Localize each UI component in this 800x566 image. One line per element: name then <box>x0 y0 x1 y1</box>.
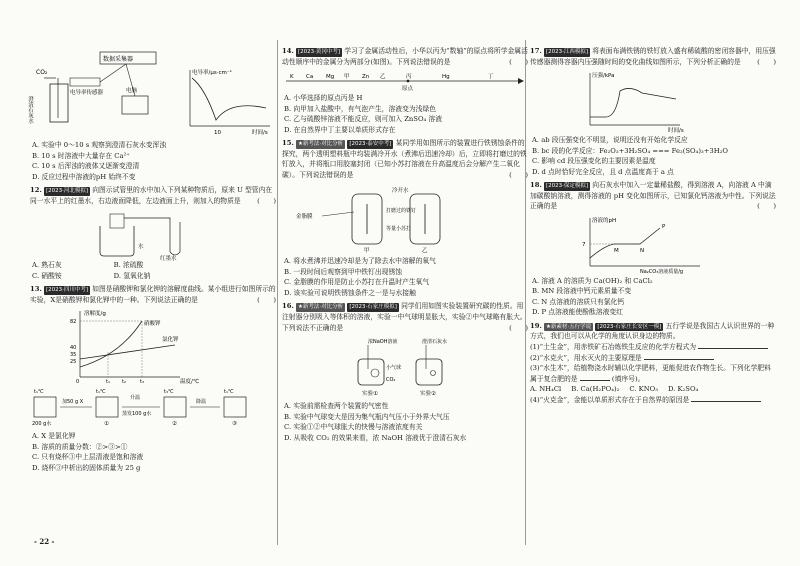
beaker-number: ① <box>104 421 109 428</box>
lab-apparatus-diagram <box>27 48 276 138</box>
option-d[interactable]: D. 该实验可说明铁锈蚀条件之一是与水接触 <box>284 288 416 297</box>
ph-curve <box>590 228 660 258</box>
feature-tag: ★新考法·对比分析 <box>298 304 344 311</box>
baking-soda-label: 等量小苏打 <box>386 226 412 233</box>
axis-origin: 原点 <box>402 86 414 93</box>
test-tube <box>110 214 124 228</box>
question-stem: 向图示试管里的水中加入下列某种物质后，原来 U 型管内在同一水平上的红墨水，右边液面降低，左边液面上升，则加入的物质是 <box>30 186 273 205</box>
answer-paren[interactable]: ( ) <box>509 170 528 179</box>
source-tag: [2023·泰安中考] <box>349 141 392 148</box>
subquestion-text: (3)“水生木”，给植物浇水时辅以化学肥料，更能促进农作物生长。下列化学肥料属于复合肥的是 <box>530 364 771 383</box>
question-stem: 某同学用如图所示的装置进行铁锈蚀条件的探究，两个透明塑料瓶中均装满冷开水（煮沸后迅速冷却）后，立即将打磨过的铁钉放入，并将瓶口用胶塞封闭（已知小苏打溶液在升高温度后会分解产生二氧化碳）。下列说法错误的是 <box>282 139 527 179</box>
label-collector: 数据采集器 <box>103 56 134 63</box>
co2-experiment-figure <box>282 335 528 399</box>
axis-item: Mg <box>326 74 335 81</box>
answer-blank[interactable] <box>698 343 768 349</box>
answer-paren[interactable]: ( ) <box>257 295 276 304</box>
column-right <box>530 46 776 546</box>
option-b[interactable]: B. 向甲加入盐酸中，有气泡产生，溶液变为浅绿色 <box>284 104 437 113</box>
option-b[interactable]: B. 一段时间后观察到甲中铁钉出现锈蚀 <box>284 267 403 276</box>
option-c[interactable]: C. 硝酸铵 <box>32 271 62 280</box>
balloon-1 <box>371 369 379 377</box>
source-tag: [2023·黄冈中考] <box>298 49 341 55</box>
kno3-curve <box>80 321 142 367</box>
x-tick: t₁ <box>106 379 110 386</box>
source-tag: [2023·石家庄长安区一模] <box>597 323 662 330</box>
subquestion-text: (2)“水克火”，用水灭火的主要原理是 <box>530 353 642 362</box>
conductivity-curve <box>192 78 266 120</box>
solubility-chart <box>30 307 276 385</box>
point-n: N <box>640 247 645 254</box>
question-19 <box>530 321 776 405</box>
question-number: 17. <box>530 47 542 55</box>
question-17 <box>530 46 776 177</box>
pressure-curve <box>590 88 676 117</box>
kno3-label: 硝酸钾 <box>144 321 161 328</box>
answer-paren[interactable]: ( ) <box>257 196 276 205</box>
foil-label: 金脂膜 <box>296 214 313 221</box>
x-tick: t₂ <box>122 379 126 386</box>
label-computer: 电脑 <box>126 88 138 94</box>
bottle-b-label: 乙 <box>422 248 428 255</box>
question-12 <box>30 185 276 281</box>
answer-paren[interactable]: ( ) <box>757 202 776 211</box>
option-b[interactable]: B. 实验中气球变大是因为集气瓶内气压小于外界大气压 <box>284 412 450 421</box>
page-number: - 22 - <box>34 537 55 546</box>
option-a[interactable]: A. 熟石灰 <box>32 261 62 270</box>
rust-bottles-diagram <box>282 182 528 254</box>
label-limewater: 澄清石灰水 <box>27 96 33 124</box>
point-m: M <box>614 247 619 254</box>
pressure-chart-figure <box>530 69 776 133</box>
question-stem: 学习了金属活动性后，小华以丙为“数轴”的原点将所学金属活动性顺序中的金属分为两部分(如图)。下列说法错误的是 <box>282 47 528 66</box>
flask-2 <box>416 359 442 385</box>
option-c[interactable]: C. 金脂膜的作用是防止小苏打在升温时产生氧气 <box>284 278 430 287</box>
option-b[interactable]: B. MN 段溶液中钙元素质量不变 <box>532 287 632 296</box>
option-a[interactable]: A. 实验中 0～10 s 观察到澄清石灰水变浑浊 <box>32 141 167 149</box>
beaker-number: ② <box>172 421 177 428</box>
question-14 <box>282 46 528 135</box>
option-d[interactable]: D. K₂SO₄ <box>667 385 699 394</box>
option-a[interactable]: A. 实验前需检查两个装置的气密性 <box>284 402 389 411</box>
source-tag: [2023·保定模拟] <box>546 183 589 190</box>
solubility-figure <box>30 307 276 385</box>
question-16 <box>282 301 528 443</box>
options-row-2 <box>30 271 276 282</box>
option-c[interactable]: C. 10 s 后浑浊的液体又逐渐变澄清 <box>32 162 140 171</box>
option-d[interactable]: D. 从吸收 CO₂ 的效果来看，浓 NaOH 溶液优于澄清石灰水 <box>284 433 467 442</box>
u-tube-figure <box>30 208 276 263</box>
beaker <box>34 397 56 417</box>
axis-item: Ca <box>306 74 314 81</box>
pressure-chart <box>530 69 776 133</box>
cold-water-label: 冷开水 <box>392 188 409 195</box>
question-number: 12. <box>30 186 42 195</box>
nail-label: 打磨过的铁钉 <box>386 208 417 215</box>
kcl-curve <box>80 345 175 359</box>
step-evaporate: 蒸发100 g水 <box>122 411 152 418</box>
tick-10: 10 <box>214 130 221 136</box>
conductivity-axis-label: 电导率/μs·cm⁻¹ <box>192 70 232 76</box>
option-a[interactable]: A. NH₄Cl <box>530 385 562 394</box>
subquestion-2 <box>530 353 776 364</box>
question-stem: 如图是硝酸钾和氯化钾的溶解度曲线。某小组进行如图所示的实验，X是硝酸钾和氯化钾中的一种。下列说法正确的是 <box>30 285 276 304</box>
axis-item: 丁 <box>488 74 494 81</box>
option-c[interactable]: C. N 点溶液的溶质只有氯化钙 <box>532 297 625 306</box>
column-middle <box>282 46 528 546</box>
axis-item: Hg <box>442 74 450 81</box>
exp2-label: 实验② <box>420 391 436 398</box>
label-co2: CO₂ <box>36 69 48 76</box>
red-ink-label: 红墨水 <box>160 256 177 263</box>
lab-apparatus-figure <box>27 48 276 138</box>
subquestion-1 <box>530 342 776 353</box>
option-d[interactable]: D. 氢氧化钠 <box>113 271 151 280</box>
y-tick: 35 <box>70 352 77 359</box>
axis-item: Zn <box>362 74 370 81</box>
u-tube <box>124 218 180 252</box>
time-axis-label: 时间/s <box>252 130 268 136</box>
option-a[interactable]: A. X 是氯化钾 <box>32 432 76 441</box>
bottle-a-label: 甲 <box>364 248 370 255</box>
option-d[interactable]: D. d 点时恰好完全反应，且 d 点温度高于 a 点 <box>532 167 674 176</box>
axis-item: 乙 <box>380 74 386 81</box>
option-a[interactable]: A. 小华选择的原点丙是 H <box>284 94 363 103</box>
point-p: P <box>662 223 666 230</box>
step-cool: 降温 <box>196 399 207 406</box>
option-b[interactable]: B. 浓硫酸 <box>113 261 144 270</box>
option-a[interactable]: A. ab 段压强变化不明显，说明还没有开始化学反应 <box>532 136 688 145</box>
question-13 <box>30 284 276 473</box>
time-axis-label: 时间/s <box>668 128 684 135</box>
option-a[interactable]: A. 溶液 A 的溶质为 Ca(OH)₂ 和 CaCl₂ <box>532 276 653 285</box>
question-number: 16. <box>282 302 294 311</box>
axis-item: 甲 <box>344 74 350 81</box>
co2-label: CO₂ <box>386 377 396 384</box>
question-18 <box>530 180 776 318</box>
feature-tag: ★新素材·五行学说 <box>546 323 592 330</box>
answer-paren[interactable]: ( ) <box>509 323 528 332</box>
question-stem: 向石灰水中加入一定量稀盐酸，得到溶液 A，向溶液 A 中滴加碳酸钠溶液，测得溶液的 pH 变化如图所示，已知氯化钙溶液为中性。下列说法正确的是 <box>530 181 776 211</box>
option-d[interactable]: D. 烧杯③中析出的固体质量为 25 g <box>32 463 141 472</box>
u-tube-diagram <box>30 208 276 263</box>
beaker-temp: t₁℃ <box>34 389 44 396</box>
computer-monitor <box>122 96 148 114</box>
y-axis-label: 溶解度/g <box>84 311 106 318</box>
ph-chart-figure <box>530 214 776 274</box>
step-add: 加50 g X <box>62 399 84 406</box>
beaker <box>96 397 118 417</box>
source-tag: [2023·江西模拟] <box>546 49 589 55</box>
column-divider <box>277 40 278 545</box>
rust-experiment-figure <box>282 182 528 254</box>
beaker-sequence <box>30 387 276 429</box>
exp1-label: 实验① <box>362 391 378 398</box>
tick-7: 7 <box>582 241 586 248</box>
feature-tag: ★新考法·对比分析 <box>298 141 344 148</box>
x-tick: t₃ <box>140 379 144 386</box>
label-sensor: 电导率传感器 <box>70 90 104 96</box>
option-b[interactable]: B. bc 段的化学反应：Fe₂O₃+3H₂SO₄ === Fe₂(SO₄)₃+3H₂O <box>532 146 728 155</box>
question-stem: 五行学说是我国古人认识世界的一种方式，我们也可以从化学的角度认识身边的物质。 <box>530 321 775 341</box>
activity-number-line <box>282 69 528 91</box>
beaker-number: ③ <box>232 421 237 428</box>
answer-blank[interactable] <box>691 396 761 402</box>
subquestion-3-options <box>530 384 776 395</box>
step-heat: 升温 <box>130 395 141 402</box>
flask <box>100 226 134 256</box>
beaker <box>164 397 186 417</box>
source-tag: [2023·四川中考] <box>46 287 89 294</box>
option-c[interactable]: C. 只有烧杯③中上层清液是饱和溶液 <box>32 453 144 462</box>
limewater-beaker <box>50 84 68 122</box>
subquestion-3 <box>530 363 776 395</box>
source-tag: [2023·河北模拟] <box>46 188 89 195</box>
option-d[interactable]: D. P 点溶液能使酚酞溶液变红 <box>532 308 624 317</box>
beaker-temp: t₁℃ <box>96 389 106 396</box>
activity-axis-figure <box>282 69 528 91</box>
option-b[interactable]: B. 10 s 时溶液中大量存在 Ca²⁺ <box>32 151 130 160</box>
option-c[interactable]: C. KNO₃ <box>629 385 658 394</box>
subquestion-text: (1)“土生金”，用赤铁矿石冶炼铁生反应的化学方程式为 <box>530 342 697 351</box>
balloon-label: 小气球 <box>386 365 402 372</box>
ph-chart <box>530 214 776 274</box>
question-stem: 同学们用如图实验装置研究碳的性质。用注射器分别吸入等体积的溶液，实验一中气球明显胀大，实验②中气球略有胀大。下列说法不正确的是 <box>282 302 527 332</box>
options-row-1 <box>30 260 276 271</box>
beaker-water-label: 200 g水 <box>32 421 52 428</box>
option-c[interactable]: C. 乙与硫酸锌溶液不能反应，则可加入 ZnSO₄ 溶液 <box>284 115 442 124</box>
question-number: 13. <box>30 285 42 294</box>
balloon-2 <box>431 371 436 376</box>
option-a[interactable]: A. 将水煮沸并迅速冷却是为了除去水中溶解的氧气 <box>284 257 436 266</box>
answer-paren[interactable]: ( ) <box>509 57 528 66</box>
co2-flasks-diagram <box>282 335 528 399</box>
beaker-sequence-figure <box>30 387 276 429</box>
y-tick: 25 <box>70 359 77 366</box>
limewater-label: 澄清石灰水 <box>422 339 448 346</box>
x-tick: 0 <box>76 379 80 386</box>
option-c[interactable]: C. 影响 cd 段压强变化的主要因素是温度 <box>532 157 656 166</box>
kcl-label: 氯化钾 <box>162 337 179 344</box>
column-left <box>27 46 276 546</box>
axis-item: K <box>290 74 294 81</box>
answer-blank[interactable] <box>644 354 714 360</box>
option-c[interactable]: C. 实验①②中气球胀大的快慢与溶液浓度有关 <box>284 423 423 432</box>
y-tick: 82 <box>70 319 77 326</box>
water-label: 水 <box>138 244 144 251</box>
answer-paren[interactable]: ( ) <box>757 57 776 66</box>
beaker <box>224 397 246 417</box>
subquestion-text: (4)“火克金”，金能以单质形式存在于自然界的原因是 <box>530 395 690 404</box>
source-tag: [2023·石家庄模拟] <box>349 304 397 311</box>
question-stem: 将表面布满铁锈的铁钉放入盛有稀硫酸的密闭容器中，用压强传感器测得容器内压强随时间的变化曲线如图所示，下列分析正确的是 <box>530 47 776 66</box>
conductivity-sensor <box>70 78 100 86</box>
question-15 <box>282 138 528 298</box>
subquestion-tail: (填序号)。 <box>611 374 645 383</box>
question-number: 19. <box>530 321 542 330</box>
naoh-label: 浓NaOH溶液 <box>368 339 398 346</box>
answer-blank[interactable] <box>580 375 610 381</box>
beaker-temp: t₃℃ <box>164 389 174 396</box>
option-d[interactable]: D. 在自然界中丁主要以单质形式存在 <box>284 125 396 134</box>
option-d[interactable]: D. 反应过程中溶液的pH 始终不变 <box>32 172 136 181</box>
pressure-axis-label: 压强/kPa <box>592 73 615 80</box>
subquestion-4 <box>530 395 776 406</box>
ph-axis-label: 溶液的pH <box>592 217 617 224</box>
axis-item: 丙 <box>406 74 412 81</box>
question-number: 15. <box>282 139 294 148</box>
question-11-options <box>30 140 276 182</box>
option-b[interactable]: B. 溶质的质量分数：②>③>① <box>32 442 128 451</box>
option-b[interactable]: B. Ca(H₂PO₄)₂ <box>571 385 620 394</box>
y-tick: 40 <box>70 345 77 352</box>
mass-axis-label: Na₂CO₃溶液质量/g <box>640 268 684 275</box>
beaker-temp: t₁℃ <box>224 389 234 396</box>
question-number: 14. <box>282 47 294 55</box>
question-number: 18. <box>530 181 542 190</box>
x-axis-label: 温度/℃ <box>180 379 200 386</box>
